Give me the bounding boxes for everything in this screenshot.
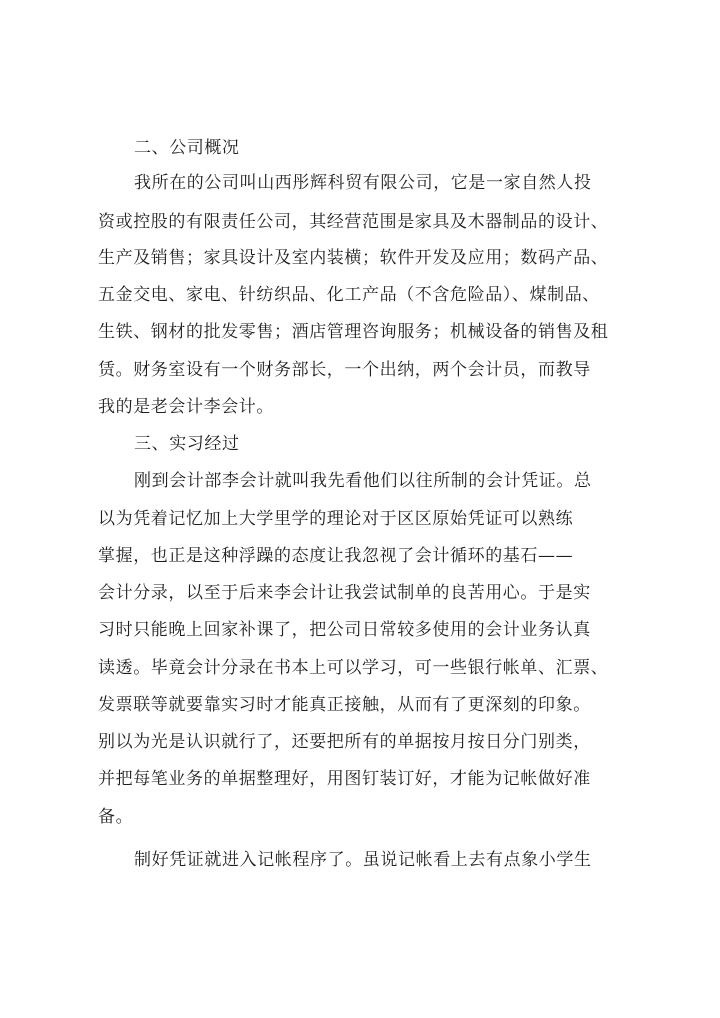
paragraph-line: 生产及销售；家具设计及室内装横；软件开发及应用；数码产品、: [98, 248, 609, 268]
paragraph-line: 读透。毕竟会计分录在书本上可以学习，可一些银行帐单、汇票、: [98, 658, 609, 678]
paragraph-line: 以为凭着记忆加上大学里学的理论对于区区原始凭证可以熟练: [98, 509, 574, 529]
section-heading-internship-process: 三、实习经过: [134, 434, 240, 454]
paragraph-line: 别以为光是认识就行了，还要把所有的单据按月按日分门别类，: [98, 732, 591, 752]
paragraph-line: 生铁、钢材的批发零售；酒店管理咨询服务；机械设备的销售及租: [98, 322, 609, 342]
paragraph-line: 资或控股的有限责任公司，其经营范围是家具及木器制品的设计、: [98, 212, 609, 232]
paragraph-line: 发票联等就要靠实习时才能真正接触，从而有了更深刻的印象。: [98, 695, 591, 715]
paragraph-line: 我所在的公司叫山西彤辉科贸有限公司，它是一家自然人投: [134, 173, 592, 193]
paragraph-line: 习时只能晚上回家补课了，把公司日常较多使用的会计业务认真: [98, 620, 591, 640]
paragraph-line: 五金交电、家电、针纺织品、化工产品（不含危险品）、煤制品、: [98, 285, 600, 305]
paragraph-line: 备。: [98, 807, 134, 827]
paragraph-line: 掌握，也正是这种浮躁的态度让我忽视了会计循环的基石——: [98, 546, 574, 566]
paragraph-line: 刚到会计部李会计就叫我先看他们以往所制的会计凭证。总: [134, 471, 592, 491]
paragraph-line: 并把每笔业务的单据整理好，用图钉装订好，才能为记帐做好准: [98, 769, 591, 789]
paragraph-line: 我的是老会计李会计。: [98, 397, 274, 417]
paragraph-line: 赁。财务室设有一个财务部长，一个出纳，两个会计员，而教导: [98, 360, 591, 380]
section-heading-company-overview: 二、公司概况: [134, 138, 240, 158]
paragraph-line: 制好凭证就进入记帐程序了。虽说记帐看上去有点象小学生: [134, 850, 592, 870]
paragraph-line: 会计分录，以至于后来李会计让我尝试制单的良苦用心。于是实: [98, 583, 591, 603]
